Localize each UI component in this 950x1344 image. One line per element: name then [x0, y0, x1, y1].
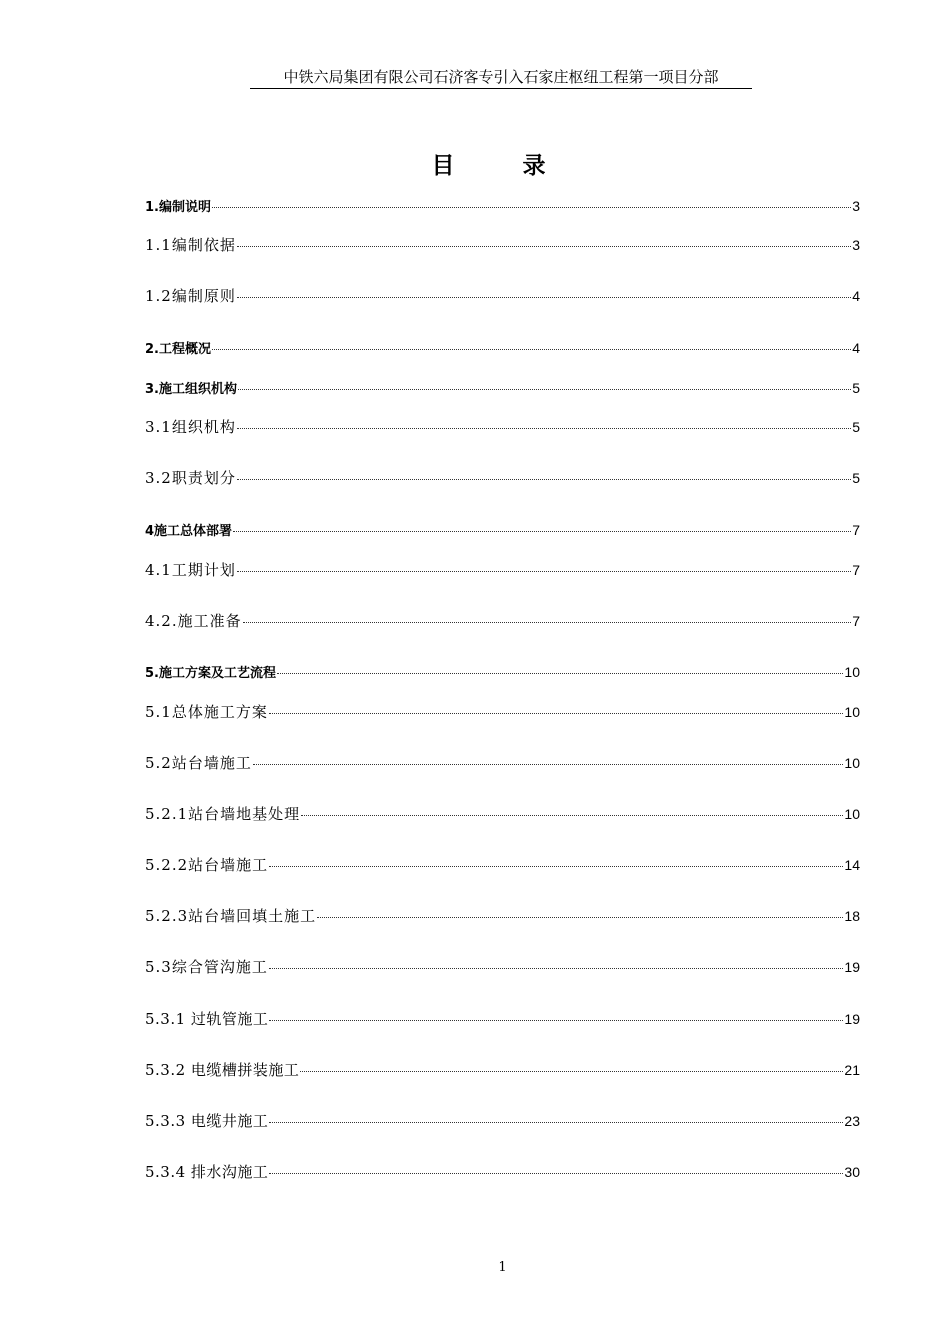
toc-entry-page: 19	[844, 959, 860, 975]
toc-dot-leader	[269, 1173, 843, 1174]
toc-entry-label: 5.2站台墙施工	[145, 754, 252, 772]
toc-entry-page: 7	[852, 522, 860, 538]
toc-entry-label: 3.1组织机构	[145, 418, 236, 436]
toc-dot-leader	[237, 297, 851, 298]
toc-entry-label: 2.工程概况	[145, 342, 211, 357]
toc-dot-leader	[243, 622, 852, 623]
toc-entry[interactable]	[145, 286, 860, 306]
toc-entry[interactable]	[145, 611, 860, 631]
toc-dot-leader	[317, 917, 843, 918]
toc-entry-page: 10	[844, 704, 860, 720]
toc-entry-label: 5.3.4 排水沟施工	[145, 1163, 269, 1181]
toc-entry-label: 5.2.1站台墙地基处理	[145, 805, 301, 823]
toc-entry-label: 5.3.2 电缆槽拼装施工	[145, 1061, 300, 1079]
toc-entry-page: 5	[852, 380, 860, 396]
toc-entry-page: 3	[852, 198, 860, 214]
toc-entry-label: 5.施工方案及工艺流程	[145, 666, 276, 681]
toc-entry[interactable]	[145, 804, 860, 824]
toc-entry-label: 5.2.2站台墙施工	[145, 856, 269, 874]
toc-entry-label: 5.3综合管沟施工	[145, 958, 268, 976]
toc-entry[interactable]	[145, 338, 860, 358]
toc-dot-leader	[269, 866, 843, 867]
toc-entry[interactable]	[145, 957, 860, 977]
toc-dot-leader	[212, 349, 851, 350]
toc-entry[interactable]	[145, 906, 860, 926]
toc-entry-label: 3.2职责划分	[145, 469, 236, 487]
toc-entry-page: 30	[844, 1164, 860, 1180]
page-number: 1	[498, 1260, 507, 1275]
toc-entry-label: 4施工总体部署	[145, 524, 233, 539]
toc-entry[interactable]	[145, 520, 860, 540]
toc-dot-leader	[269, 713, 844, 714]
toc-entry[interactable]	[145, 855, 860, 875]
toc-dot-leader	[269, 1020, 843, 1021]
toc-entry-page: 7	[852, 562, 860, 578]
toc-entry[interactable]	[145, 235, 860, 255]
toc-entry-page: 14	[844, 857, 860, 873]
toc-entry-page: 4	[852, 340, 860, 356]
toc-entry[interactable]	[145, 417, 860, 437]
toc-entry-page: 19	[844, 1011, 860, 1027]
toc-entry-page: 4	[852, 288, 860, 304]
toc-entry-page: 3	[852, 237, 860, 253]
toc-entry-page: 5	[852, 419, 860, 435]
toc-entry-page: 18	[844, 908, 860, 924]
toc-entry-label: 1.1编制依据	[145, 236, 236, 254]
toc-entry-label: 5.2.3站台墙回填土施工	[145, 907, 317, 925]
toc-dot-leader	[269, 1122, 843, 1123]
toc-entry-label: 5.3.1 过轨管施工	[145, 1010, 269, 1028]
toc-entry[interactable]	[145, 468, 860, 488]
toc-entry[interactable]	[145, 753, 860, 773]
toc-entry-page: 10	[844, 806, 860, 822]
toc-entry-label: 4.2.施工准备	[145, 612, 242, 630]
toc-entry-label: 5.1总体施工方案	[145, 703, 268, 721]
running-header: 中铁六局集团有限公司石济客专引入石家庄枢纽工程第一项目分部	[250, 66, 752, 89]
toc-title: 目 录	[431, 152, 576, 179]
toc-dot-leader	[237, 479, 851, 480]
toc-entry-page: 7	[852, 613, 860, 629]
toc-entry-label: 1.编制说明	[145, 200, 211, 215]
toc-dot-leader	[237, 571, 851, 572]
toc-dot-leader	[237, 428, 851, 429]
toc-dot-leader	[237, 246, 851, 247]
toc-entry[interactable]	[145, 1111, 860, 1131]
toc-dot-leader	[301, 815, 843, 816]
toc-entry[interactable]	[145, 1009, 860, 1029]
toc-entry[interactable]	[145, 196, 860, 216]
toc-entry-page: 10	[844, 664, 860, 680]
toc-entry-page: 21	[844, 1062, 860, 1078]
toc-dot-leader	[253, 764, 844, 765]
toc-entry[interactable]	[145, 662, 860, 682]
toc-dot-leader	[233, 531, 851, 532]
toc-entry[interactable]	[145, 560, 860, 580]
toc-dot-leader	[238, 389, 851, 390]
toc-entry-page: 5	[852, 470, 860, 486]
toc-entry[interactable]	[145, 1060, 860, 1080]
toc-dot-leader	[212, 207, 851, 208]
toc-entry-label: 5.3.3 电缆井施工	[145, 1112, 269, 1130]
toc-entry[interactable]	[145, 378, 860, 398]
toc-entry-label: 1.2编制原则	[145, 287, 236, 305]
toc-dot-leader	[300, 1071, 843, 1072]
toc-dot-leader	[277, 673, 843, 674]
toc-entry-page: 23	[844, 1113, 860, 1129]
toc-entry[interactable]	[145, 1162, 860, 1182]
toc-entry-label: 4.1工期计划	[145, 561, 236, 579]
toc-entry[interactable]	[145, 702, 860, 722]
toc-entry-label: 3.施工组织机构	[145, 382, 237, 397]
toc-dot-leader	[269, 968, 844, 969]
toc-entry-page: 10	[844, 755, 860, 771]
